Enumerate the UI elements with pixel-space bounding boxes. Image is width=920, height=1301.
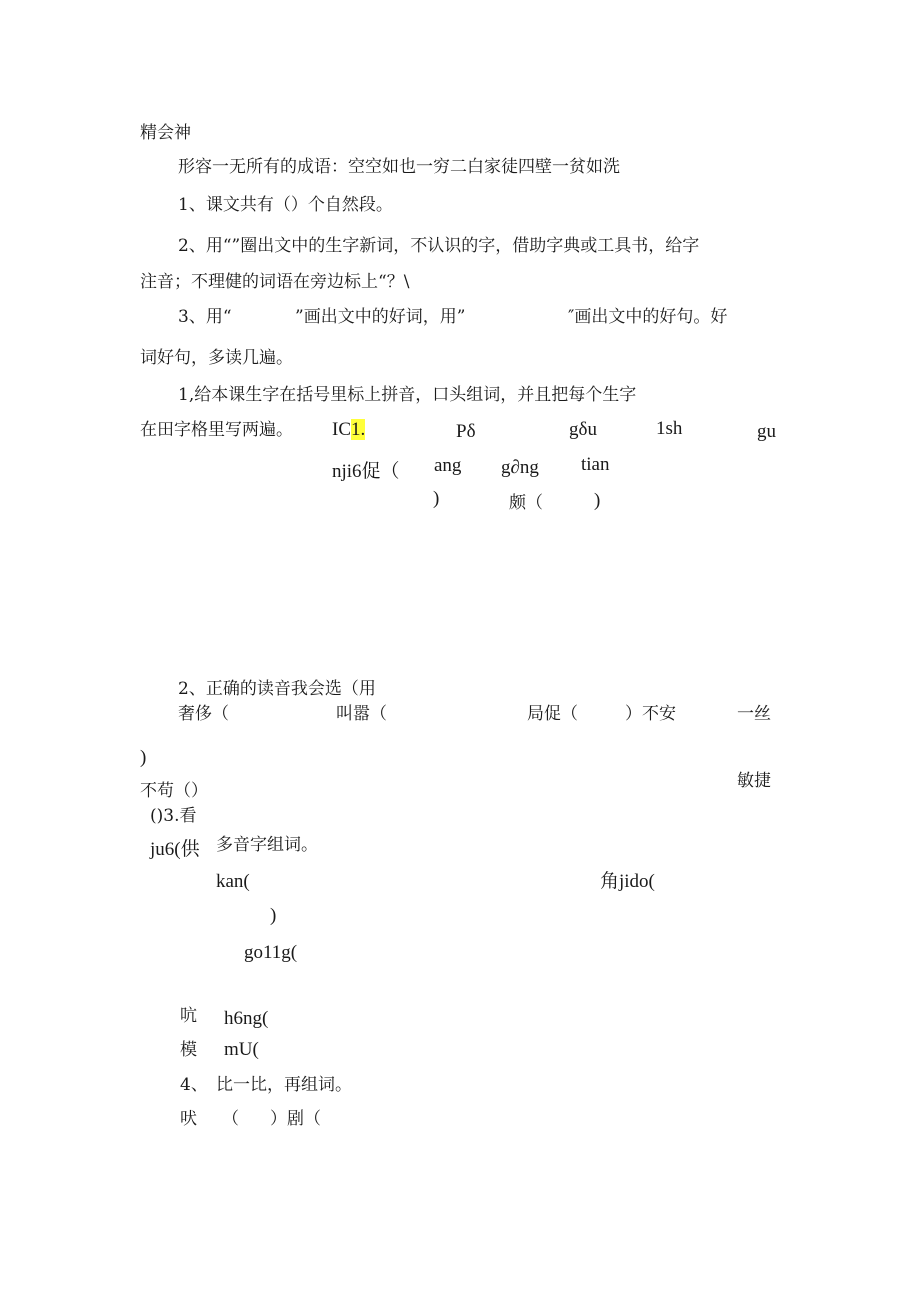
instruction-good-words-cont: 词好句，多读几遍。 [140,348,293,368]
section3-kan-close: ) [270,905,277,926]
section4-title: 比一比，再组词。 [216,1075,352,1095]
question-paragraph-count: 1、课文共有（）个自然段。 [178,195,393,215]
task-pinyin-instruction-cont: 在田字格里写两遍。 [140,420,293,440]
pinyin-lsh: 1sh [656,418,683,439]
pinyin-tian: tian [581,454,610,475]
section2-word-jucu: 局促（ [527,704,578,724]
section3-mo-char: 模 [180,1040,197,1060]
section3-label: ()3.看 [150,806,197,826]
instruction-new-words: 2、用“”圈出文中的生字新词，不认识的字，借助字典或工具书，给字 [178,236,700,256]
section2-partial-text: 不苟（） [140,781,208,801]
section4-char-ying: 吠 [180,1109,197,1129]
pinyin-po: Pδ [456,421,476,442]
pinyin-nji: nji6促（ [332,461,400,482]
pinyin-pin: 颇（ [509,493,543,513]
section3-hang-char: 吭 [180,1006,197,1026]
pinyin-ang: ang [434,455,462,476]
section4-paren-open: （ [222,1109,239,1129]
pinyin-gong: g∂ng [501,457,539,478]
pinyin-pin-close: ) [594,490,601,511]
section3-jiao: 角jido( [600,871,655,892]
section2-title: 2、正确的读音我会选（用 [178,679,376,699]
highlight-mark: 1. [351,419,366,440]
section2-word-jiaoxiao: 叫嚣（ [336,704,387,724]
section3-ju: ju6(供 [150,839,200,860]
section2-word-buan: ）不安 [625,704,676,724]
section3-title: 多音字组词。 [216,835,318,855]
section2-word-sheng: 奢侈（ [178,704,229,724]
instruction-new-words-cont: 注音；不理健的词语在旁边标上“？\ [140,272,410,292]
section3-kan: kan( [216,871,250,892]
section2-close-paren: ) [140,747,147,768]
pinyin-ic: IC1. [332,419,366,440]
pinyin-gu: gu [757,421,776,442]
text-line: 精会神 [140,123,191,143]
task-pinyin-instruction: 1,给本课生字在括号里标上拼音，口头组词，并且把每个生字 [178,385,637,405]
section3-hang: h6ng( [224,1008,269,1029]
section3-gong: go11g( [244,942,298,963]
section3-mu: mU( [224,1039,259,1060]
section4-paren-ju: ）剧（ [270,1109,321,1129]
instruction-good-words-b: ”画出文中的好词，用” [295,307,466,327]
pinyin-gou: gδu [569,419,597,440]
instruction-good-words-a: 3、用“ [178,307,232,327]
section2-word-yisi: 一丝 [737,704,771,724]
section2-partial-line [140,776,208,801]
section2-word-minjie: 敏捷 [737,771,771,791]
pinyin-ang-paren: ) [433,488,440,509]
instruction-good-words-c: ″画出文中的好句。好 [568,307,728,327]
section4-number: 4、 [180,1075,208,1095]
text-line-idioms: 形容一无所有的成语：空空如也一穷二白家徒四壁一贫如洗 [178,157,620,177]
